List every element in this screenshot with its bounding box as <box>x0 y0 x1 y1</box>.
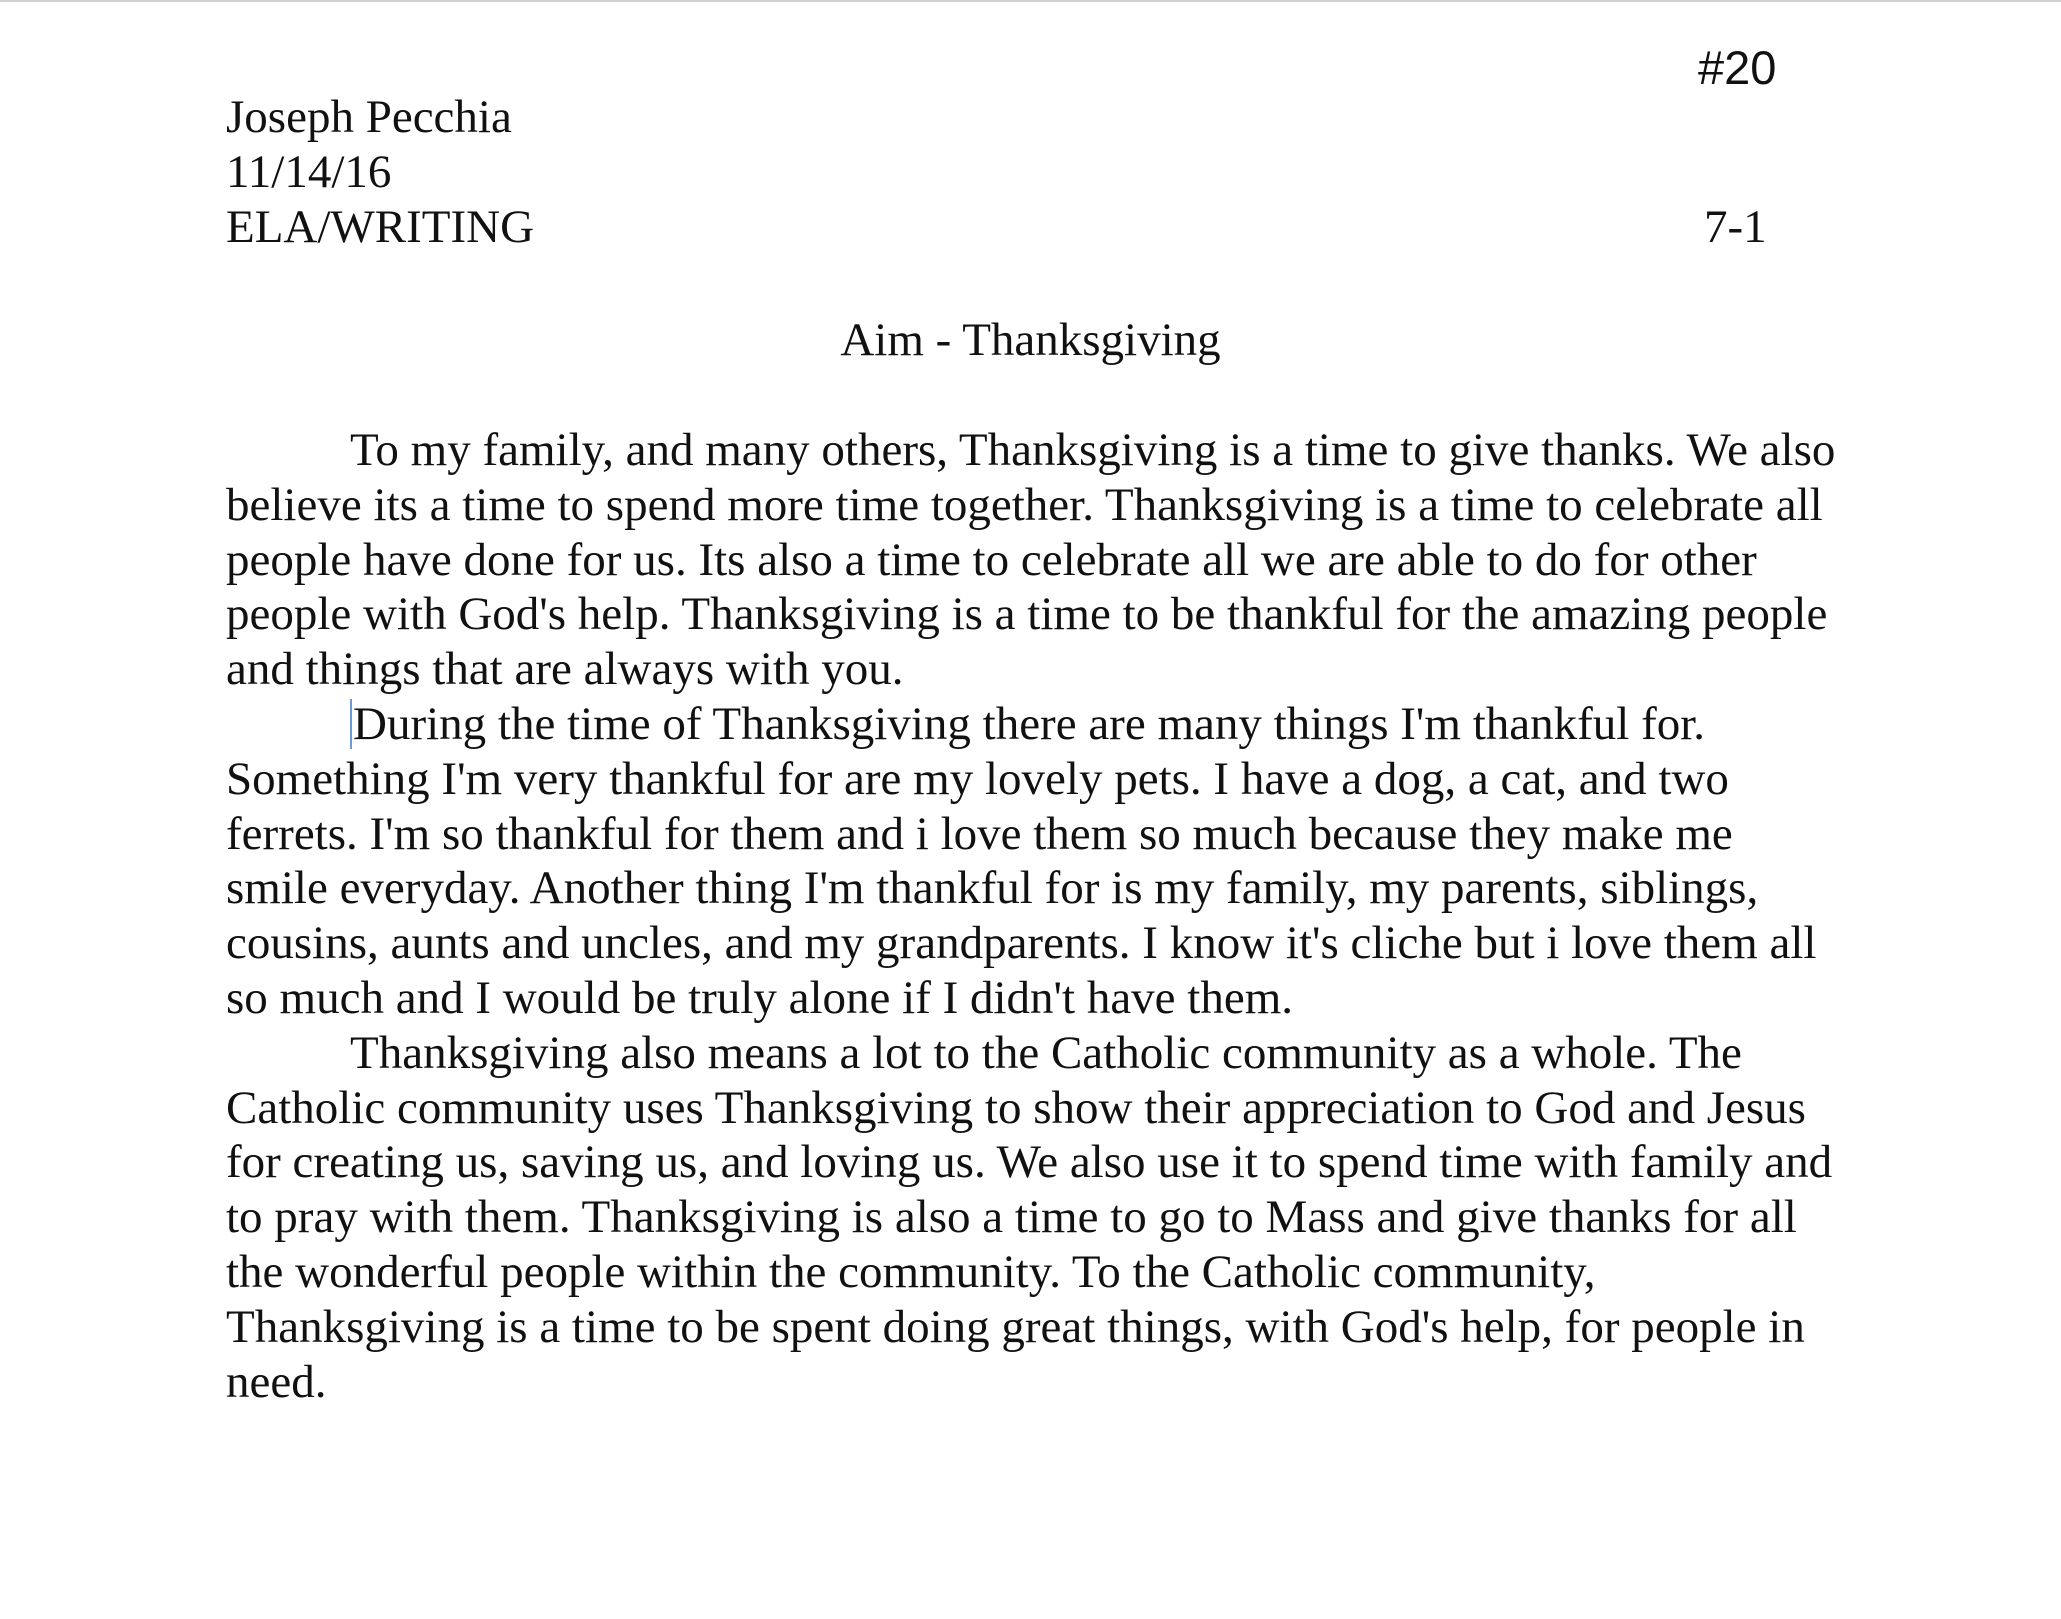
subject-label[interactable]: ELA/WRITING <box>226 201 535 253</box>
paragraph-2-text: During the time of Thanksgiving there are many things I'm thankful for. Something I'm very thankful for are my lovely pets. I have a dog, a cat, and two ferrets. I'm so thankful for them and i love them so much because they make me smile everyday. Another thing I'm thankful for is my family, my parents, siblings, cousins, aunts and uncles, and my grandparents. I know it's cliche but i love them all so much and I would be truly alone if I didn't have them. <box>226 697 1817 1024</box>
text-cursor <box>350 699 352 749</box>
student-name[interactable]: Joseph Pecchia <box>226 91 512 143</box>
header-block <box>226 90 1816 255</box>
paragraph-3[interactable]: Thanksgiving also means a lot to the Catholic community as a whole. The Catholic community uses Thanksgiving to show their appreciation to God and Jesus for creating us, saving us, and loving us. We also use it to spend time with family and to pray with them. Thanksgiving is also a time to go to Mass and give thanks for all the wonderful people within the community. To the Catholic community, Thanksgiving is a time to be spent doing great things, with God's help, for people in need. <box>226 1026 1833 1408</box>
document-number: #20 <box>1698 41 1777 94</box>
essay-body[interactable] <box>226 423 1846 1409</box>
essay-title[interactable]: Aim - Thanksgiving <box>840 314 1221 366</box>
assignment-date[interactable]: 11/14/16 <box>226 146 392 198</box>
class-label[interactable]: 7-1 <box>1704 201 1767 253</box>
page-top-border <box>0 0 2061 2</box>
paragraph-2[interactable] <box>226 697 1846 1026</box>
paragraph-1[interactable]: To my family, and many others, Thanksgiving is a time to give thanks. We also believe its a time to spend more time together. Thanksgiving is a time to celebrate all people have done for us. Its also a time to celebrate all we are able to do for other people with God's help. Thanksgiving is a time to be thankful for the amazing people and things that are always with you. <box>226 424 1836 696</box>
subject-line <box>226 200 1816 255</box>
